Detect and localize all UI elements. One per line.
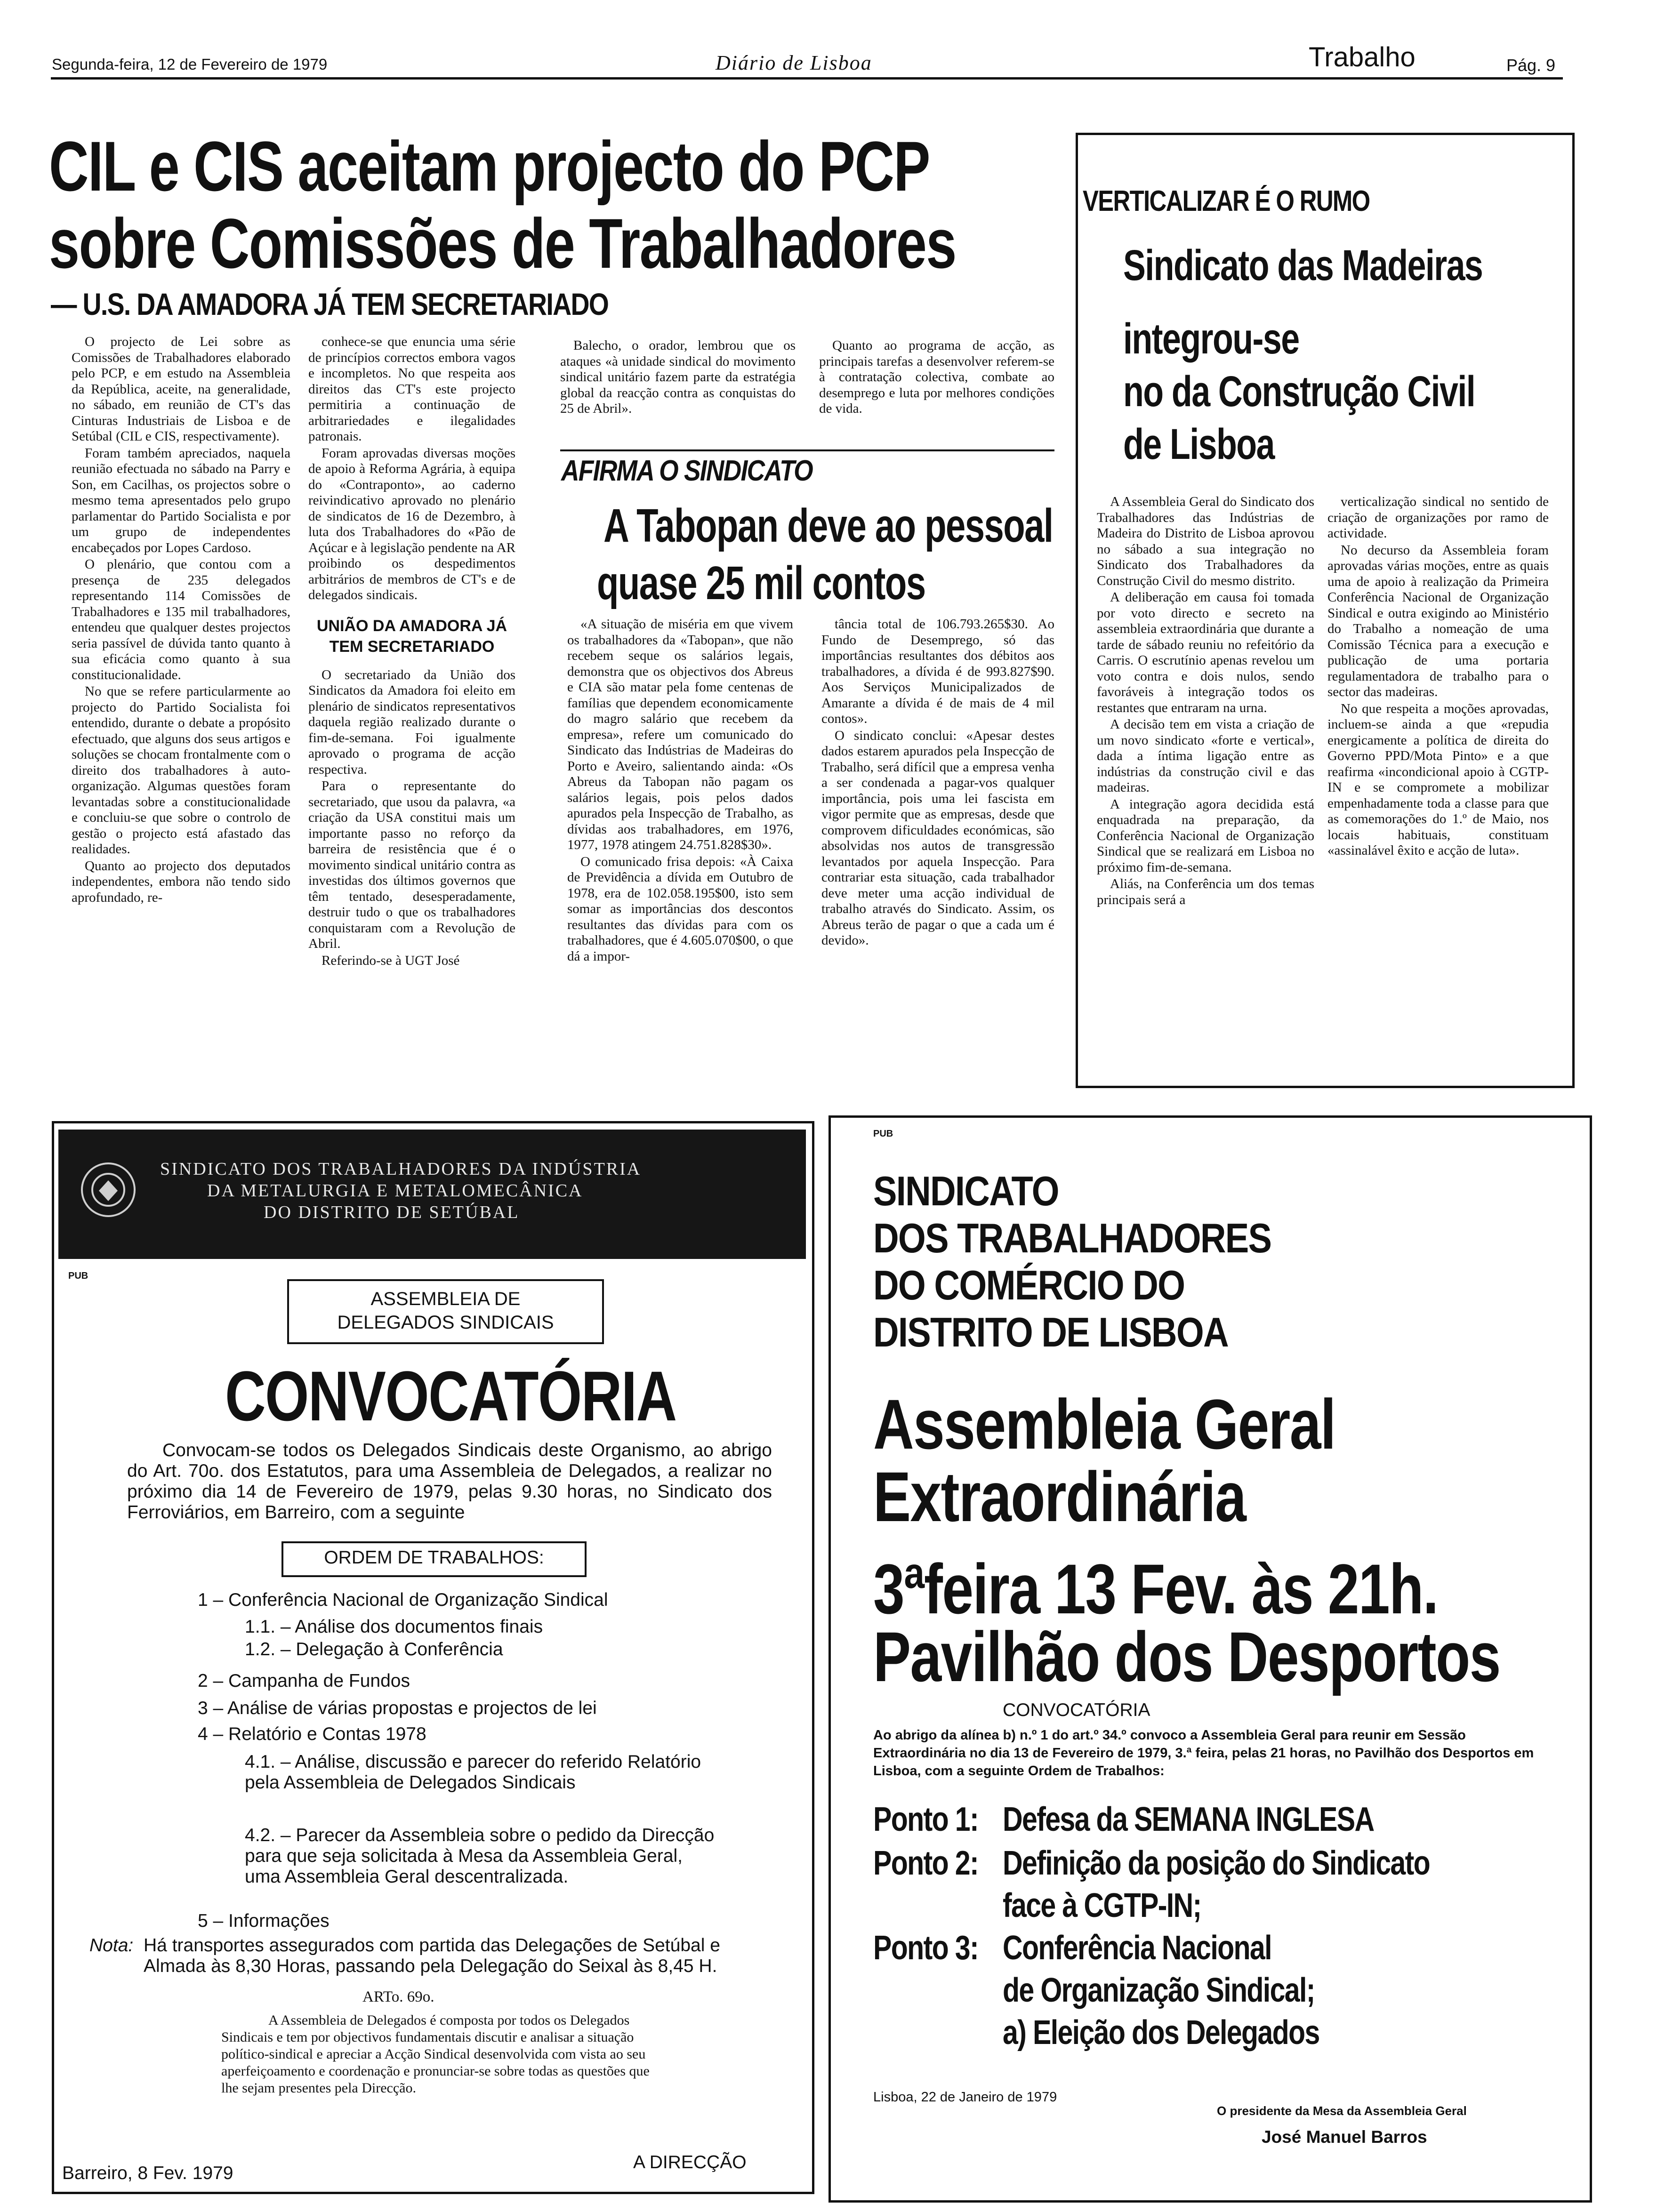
paragraph: conhece-se que enuncia uma série de princípios correctos embora vagos e incompletos. No que respeita aos direitos das CT's este projecto permitiria a continuação de arbitrariedades e ilegalidades patronais. bbox=[308, 334, 515, 444]
point-3-text-b: de Organização Sindical; bbox=[1003, 1972, 1315, 2009]
issue-date: Segunda-feira, 12 de Fevereiro de 1979 bbox=[52, 56, 328, 73]
assembly-when: 3ªfeira 13 Fev. às 21h. bbox=[873, 1549, 1438, 1628]
comercio-org-line2: DOS TRABALHADORES bbox=[873, 1215, 1271, 1261]
newspaper-name: Diário de Lisboa bbox=[716, 51, 872, 74]
paragraph: No que se refere particularmente ao projecto do Partido Socialista foi entendido, durante o debate a propósito efectuado, que alguns dos seus artigos e soluções se chocam frontalmente com o direito dos trabalhadores à auto-organização. Algumas questões foram levantadas sobre a constitucionalidade e concluiu-se que sobre o controlo de gestão o projecto está afastado das realidades. bbox=[72, 684, 290, 857]
agenda-item: 4 – Relatório e Contas 1978 bbox=[198, 1724, 426, 1744]
assembly-title-line2: Extraordinária bbox=[873, 1457, 1246, 1536]
lead-column-2 bbox=[308, 334, 515, 970]
tabopan-column-1 bbox=[567, 617, 793, 965]
convocatoria-title: CONVOCATÓRIA bbox=[225, 1356, 676, 1435]
union-emblem-icon bbox=[80, 1162, 137, 1218]
paragraph: Para o representante do secretariado, que usou da palavra, «a criação da USA constitui mais um importante passo no reforço da barreira de resistência que é o movimento sindical unitário contra as investidas dos últimos governos que têm tentado, desesperadamente, destruir tudo o que os trabalhadores conquistaram com a Revolução de Abril. bbox=[308, 778, 515, 951]
paragraph: Balecho, o orador, lembrou que os ataques «à unidade sindical do movimento sindical unitário fazem parte da estratégia global da reacção contra as conquistas do 25 de Abril». bbox=[560, 338, 796, 416]
assembly-title-line1: Assembleia Geral bbox=[873, 1385, 1335, 1464]
point-3-text-c: a) Eleição dos Delegados bbox=[1003, 2014, 1319, 2052]
pub-label: PUB bbox=[68, 1271, 88, 1281]
comercio-org-line1: SINDICATO bbox=[873, 1168, 1059, 1214]
agenda-item: 2 – Campanha de Fundos bbox=[198, 1671, 410, 1691]
agenda-item: 4.2. – Parecer da Assembleia sobre o pedido da Direcção para que seja solicitada à Mesa da Assembleia Geral, uma Assembleia Geral descentralizada. bbox=[245, 1825, 715, 1887]
comercio-org-line4: DISTRITO DE LISBOA bbox=[873, 1309, 1228, 1355]
lead-headline-line2: sobre Comissões de Trabalhadores bbox=[49, 204, 956, 283]
paragraph: A decisão tem em vista a criação de um novo sindicato «forte e vertical», dada a íntima ligação entre as indústrias da construção civil e das madeiras. bbox=[1097, 717, 1314, 795]
paragraph: Referindo-se à UGT José bbox=[322, 953, 460, 968]
article-text: A Assembleia de Delegados é composta por todos os Delegados Sindicais e tem por objectivos fundamentais discutir e analisar a situação político-sindical e apreciar a Acção Sindical desenvolvida com vista ao seu aperfeiçoamento e coordenação e pronunciar-se sobre todas as questões que lhe sejam presentes pela Direcção. bbox=[221, 2012, 650, 2096]
setubal-signature: A DIRECÇÃO bbox=[633, 2152, 747, 2172]
madeiras-kicker: VERTICALIZAR É O RUMO bbox=[1083, 185, 1370, 217]
paragraph: tância total de 106.793.265$30. Ao Fundo de Desemprego, só das importâncias resultantes dos débitos aos trabalhadores, a dívida é de 993.827$90. Aos Serviços Municipalizados de Amarante a dívida é de mais de 4 mil contos». bbox=[821, 617, 1054, 726]
nota-label: Nota: bbox=[89, 1935, 134, 1956]
nota-text: Há transportes assegurados com partida das Delegações de Setúbal e Almada às 8,30 Horas, passando pela Delegação do Seixal às 8,45 H. bbox=[144, 1935, 720, 1976]
point-1-label: Ponto 1: bbox=[873, 1801, 979, 1838]
tabopan-headline-line2: quase 25 mil contos bbox=[597, 557, 925, 609]
paragraph: Foram aprovadas diversas moções de apoio à Reforma Agrária, à equipa do «Contraponto», ao caderno reivindicativo aprovado no plenário de sindicatos de 16 de Dezembro, à luta dos Trabalhadores do «Pão de Açúcar e à legislação pendente na AR proibindo os despedimentos arbitrários de membros de CT's e de delegados sindicais. bbox=[308, 445, 515, 602]
madeiras-headline-1: Sindicato das Madeiras bbox=[1123, 241, 1483, 289]
madeiras-headline-4: de Lisboa bbox=[1123, 420, 1274, 468]
lead-column-3 bbox=[560, 338, 796, 418]
paragraph: No decurso da Assembleia foram aprovadas várias moções, entre as quais uma de apoio à realização da Primeira Conferência Nacional de Organização Sindical e outra exigindo ao Ministério do Trabalho a nomeação de uma Comissão Técnica para a execução e publicação de uma portaria regulamentadora de trabalho para o sector das madeiras. bbox=[1327, 542, 1549, 699]
paragraph: verticalização sindical no sentido de criação de organizações por ramo de actividade. bbox=[1327, 494, 1549, 541]
paragraph: O sindicato conclui: «Apesar destes dados estarem apurados pela Inspecção de Trabalho, será difícil que a empresa venha a ser condenada a pagar-vos qualquer importância, pois uma lei fascista em vigor permite que as empresas, desde que comprovem dificuldades económicas, são absolvidas nos autos de transgressão levantados por aquela Inspecção. Para contrariar esta situação, cada trabalhador deve meter uma acção individual de trabalho através do Sindicato. Assim, os Abreus terão de pagar o que a cada um é devido». bbox=[821, 728, 1054, 948]
agenda-item: 4.1. – Análise, discussão e parecer do referido Relatório pela Assembleia de Delegados Sindicais bbox=[245, 1752, 701, 1793]
tabopan-column-2 bbox=[821, 617, 1054, 950]
tabopan-headline-line1: A Tabopan deve ao pessoal bbox=[603, 499, 1053, 552]
setubal-intro: Convocam-se todos os Delegados Sindicais deste Organismo, ao abrigo do Art. 70o. dos Estatutos, para uma Assembleia de Delegados, a realizar no próximo dia 14 de Fevereiro de 1979, pelas 9.30 horas, no Sindicato dos Ferroviários, em Barreiro, com a seguinte bbox=[127, 1440, 772, 1523]
paragraph: O comunicado frisa depois: «À Caixa de Previdência a dívida em Outubro de 1978, era de 102.058.195$00, isto sem somar as importâncias dos descontos resultantes das dívidas para com os trabalhadores, que é 4.605.070$00, o que dá a impor- bbox=[567, 854, 793, 964]
comercio-body: Ao abrigo da alínea b) n.º 1 do art.º 34.º convoco a Assembleia Geral para reunir em Sessão Extraordinária no dia 13 de Fevereiro de 1979, 3.ª feira, pelas 21 horas, no Pavilhão dos Desportos em Lisboa, com a seguinte Ordem de Trabalhos: bbox=[873, 1728, 1534, 1779]
amadora-subhead: UNIÃO DA AMADORA JÁ TEM SECRETARIADO bbox=[316, 617, 507, 656]
paragraph: Aliás, na Conferência um dos temas principais será a bbox=[1097, 876, 1314, 907]
paragraph: A deliberação em causa foi tomada por voto directo e secreto na assembleia extraordinária que durante a tarde de sábado reuniu no refeitório da Carris. O escrutínio apenas revelou um voto contra e dois nulos, sendo favoráveis à integração todos os restantes que entraram na urna. bbox=[1097, 590, 1314, 715]
paragraph: O projecto de Lei sobre as Comissões de Trabalhadores elaborado pelo PCP, e em estudo na Assembleia da República, aceite, na generalidade, no sábado, em reunião de CT's das Cinturas Industriais de Lisboa e de Setúbal (CIL e CIS, respectivamente). bbox=[72, 334, 290, 444]
paragraph: Foram também apreciados, naquela reunião efectuada no sábado na Parry e Son, em Cacilhas, os projectos sobre o mesmo tema apresentados pelo grupo parlamentar do Partido Socialista e por um grupo de independentes encabeçados por Lopes Cardoso. bbox=[72, 445, 290, 555]
paragraph: O plenário, que contou com a presença de 235 delegados representando 114 Comissões de Trabalhadores e 135 mil trabalhadores, entendeu que qualquer destes projectos seria passível de dúvida tanto quanto à sua eficácia como quanto à sua constitucionalidade. bbox=[72, 557, 290, 682]
tabopan-kicker: AFIRMA O SINDICATO bbox=[561, 455, 812, 487]
page-number: Pág. 9 bbox=[1506, 56, 1556, 75]
agenda-item: 3 – Análise de várias propostas e projectos de lei bbox=[198, 1698, 597, 1718]
madeiras-headline-3: no da Construção Civil bbox=[1123, 368, 1475, 416]
point-2-label: Ponto 2: bbox=[873, 1844, 979, 1882]
setubal-banner-line2: DA METALURGIA E METALOMECÂNICA bbox=[207, 1181, 583, 1201]
comercio-date: Lisboa, 22 de Janeiro de 1979 bbox=[873, 2090, 1057, 2105]
column-rule bbox=[560, 449, 1054, 451]
signature-name: José Manuel Barros bbox=[1262, 2127, 1427, 2147]
paragraph: Quanto ao programa de acção, as principais tarefas a desenvolver referem-se à contratação colectiva, combate ao desemprego e luta por melhores condições de vida. bbox=[819, 338, 1054, 416]
paragraph: No que respeita a moções aprovadas, incluem-se ainda a que «repudia energicamente a política de direita do Governo PPD/Mota Pinto» e a que reafirma «incondicional apoio à CGTP-IN e se compromete a mobilizar empenhadamente toda a classe para que as comemorações do 1.º de Maio, nos locais habituais, constituam «assinalável êxito e acção de luta». bbox=[1327, 701, 1549, 858]
madeiras-column-1 bbox=[1097, 494, 1314, 909]
signature-title: O presidente da Mesa da Assembleia Geral bbox=[1217, 2104, 1467, 2118]
masthead bbox=[0, 0, 1657, 85]
agenda-item: 1.2. – Delegação à Conferência bbox=[245, 1639, 503, 1659]
madeiras-column-2 bbox=[1327, 494, 1549, 860]
point-3-label: Ponto 3: bbox=[873, 1929, 979, 1967]
masthead-rule bbox=[51, 77, 1563, 80]
point-2-text-b: face à CGTP-IN; bbox=[1003, 1887, 1201, 1924]
setubal-place-date: Barreiro, 8 Fev. 1979 bbox=[62, 2163, 233, 2183]
paragraph: O secretariado da União dos Sindicatos da Amadora foi eleito em plenário de sindicatos representativos daquela região realizado durante o fim-de-semana. Foi igualmente aprovado o programa de acção respectiva. bbox=[308, 667, 515, 777]
point-2-text-a: Definição da posição do Sindicato bbox=[1003, 1844, 1430, 1882]
comercio-convocatoria: CONVOCATÓRIA bbox=[1003, 1700, 1150, 1720]
paragraph: A Assembleia Geral do Sindicato dos Trabalhadores das Indústrias de Madeira do Distrito de Lisboa aprovou no sábado a sua integração no Sindicato dos Trabalhadores da Construção Civil do mesmo distrito. bbox=[1097, 494, 1314, 588]
paragraph: A integração agora decidida está enquadrada na preparação, da Conferência Nacional de Organização Sindical que se realizará em Lisboa no próximo fim-de-semana. bbox=[1097, 796, 1314, 875]
paragraph: Quanto ao projecto dos deputados independentes, embora não tendo sido aprofundado, re- bbox=[72, 858, 290, 905]
agenda-item: 1.1. – Análise dos documentos finais bbox=[245, 1617, 543, 1637]
comercio-org-line3: DO COMÉRCIO DO bbox=[873, 1262, 1185, 1308]
lead-headline-line1: CIL e CIS aceitam projecto do PCP bbox=[49, 127, 930, 206]
paragraph: «A situação de miséria em que vivem os trabalhadores da «Tabopan», que não recebem seque os salários legais, demonstra que os objectivos dos Abreus e CIA são matar pela fome centenas de famílias que dependem economicamente do magro salário que recebem da empresa», refere um comunicado do Sindicato das Indústrias de Madeiras do Porto e Aveiro, salientando ainda: «Os Abreus da Tabopan não pagam os salários legais, pois pelos dados apurados pela Inspecção de Trabalho, as dívidas aos trabalhadores, em 1976, 1977, 1978 atingem 24.751.828$30». bbox=[567, 617, 793, 852]
setubal-banner-line1: SINDICATO DOS TRABALHADORES DA INDÚSTRIA bbox=[160, 1159, 642, 1179]
lead-column-4 bbox=[819, 338, 1054, 418]
pub-label: PUB bbox=[873, 1129, 893, 1139]
assembly-box-line1: ASSEMBLEIA DE bbox=[370, 1289, 521, 1309]
lead-subhead: — U.S. DA AMADORA JÁ TEM SECRETARIADO bbox=[51, 287, 609, 321]
point-3-text-a: Conferência Nacional bbox=[1003, 1929, 1271, 1967]
madeiras-headline-2: integrou-se bbox=[1123, 315, 1299, 363]
article-title: ARTo. 69o. bbox=[362, 1988, 434, 2005]
lead-column-1 bbox=[72, 334, 290, 906]
agenda-item: 5 – Informações bbox=[198, 1911, 330, 1931]
ordem-title: ORDEM DE TRABALHOS: bbox=[324, 1547, 544, 1568]
agenda-item: 1 – Conferência Nacional de Organização Sindical bbox=[198, 1590, 608, 1610]
assembly-box-line2: DELEGADOS SINDICAIS bbox=[337, 1312, 554, 1333]
assembly-where: Pavilhão dos Desportos bbox=[873, 1617, 1500, 1696]
section-name: Trabalho bbox=[1309, 42, 1416, 72]
setubal-banner-line3: DO DISTRITO DE SETÚBAL bbox=[264, 1202, 520, 1222]
point-1-text: Defesa da SEMANA INGLESA bbox=[1003, 1801, 1374, 1838]
